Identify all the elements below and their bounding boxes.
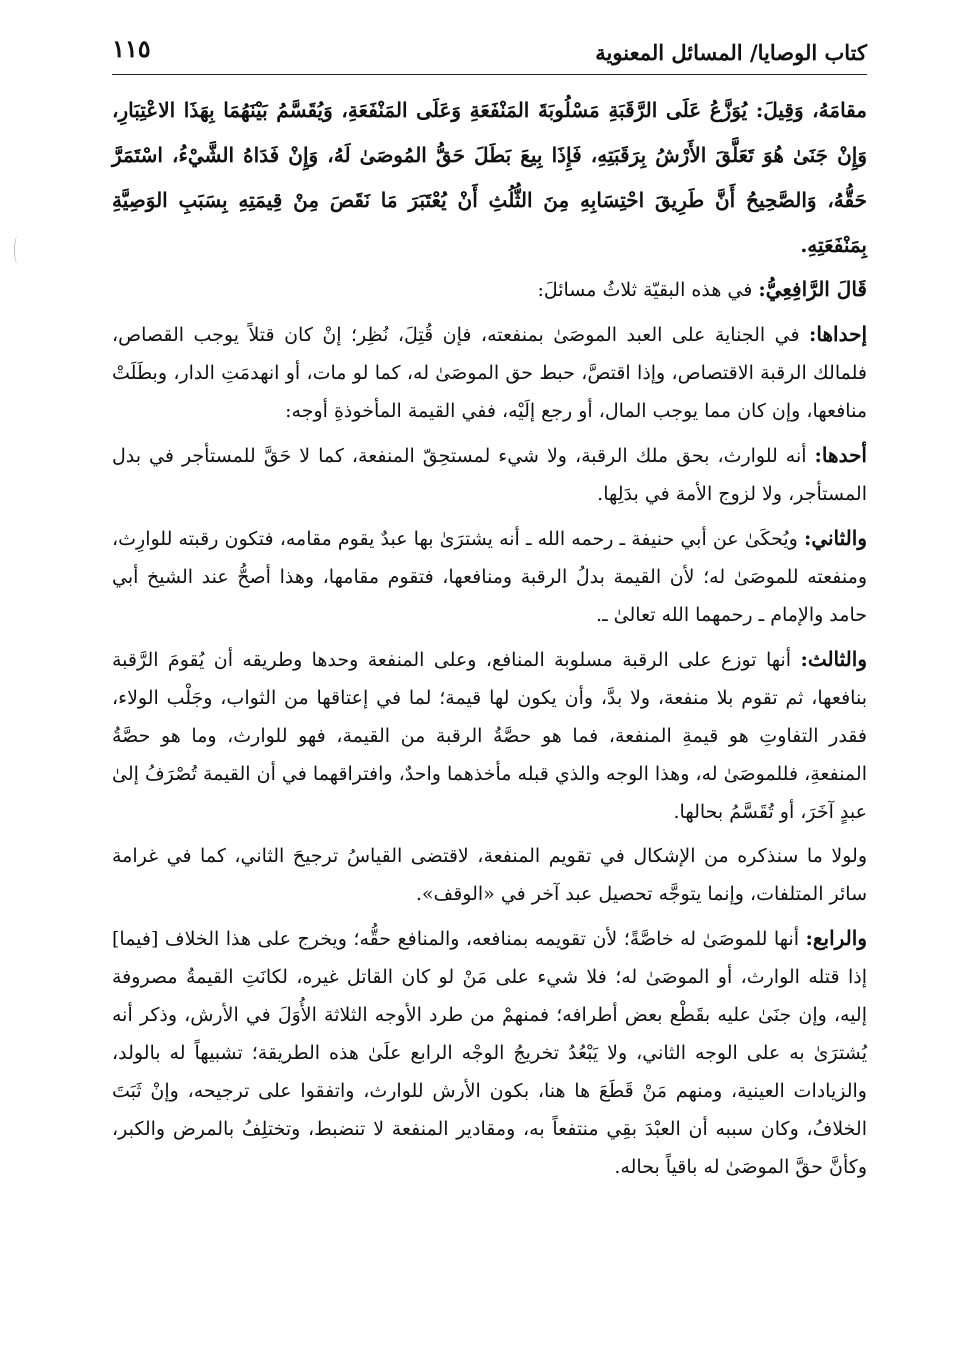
first-view-paragraph xyxy=(112,436,867,513)
fourth-view-paragraph xyxy=(112,919,867,1186)
paragraph-text: ولولا ما سنذكره من الإشكال في تقويم المنفعة، لاقتضى القياسُ ترجيحَ الثاني، كما في غرامة سائر المتلفات، وإنما يتوجَّه تحصيل عبد آخر في «الوقف». xyxy=(112,845,867,905)
running-title: كتاب الوصايا/ المسائل المعنوية xyxy=(595,40,867,65)
second-view-paragraph xyxy=(112,519,867,634)
margin-mark xyxy=(14,236,21,264)
running-header xyxy=(112,30,867,75)
matn-paragraph xyxy=(112,88,867,268)
paragraph-text: في هذه البقيّة ثلاثُ مسائلَ: xyxy=(537,279,759,301)
paragraph-text: ويُحكَىٰ عن أبي حنيفة ـ رحمه الله ـ أنه يشترَىٰ بها عبدٌ يقوم مقامه، فتكون رقبته للوارِث، ومنفعته للموصَىٰ له؛ لأن القيمة بدلُ الرقبة ومنافعها، فتقوم مقامها، وهذا أصحُّ عند الشيخ أبي حامد والإمام ـ رحمهما الله تعالىٰ ـ. xyxy=(112,528,867,626)
first-issue-paragraph xyxy=(112,315,867,430)
paragraph-text: في الجناية على العبد الموصَىٰ بمنفعته، فإن قُتِلَ، نُظِر؛ إنْ كان قتلاً يوجب القصاص، فلمالك الرقبة الاقتصاص، وإذا اقتصَّ، حبط حق الموصَىٰ له، كما لو مات، أو انهدمَتِ الدار، وبطَلَتْ منافعها، وإن كان مما يوجب المال، أو رجع إلَيْه، ففي القيمة المأخوذةِ أوجه: xyxy=(112,324,867,422)
paragraph-lead: والرابع: xyxy=(805,926,867,950)
paragraph-text: أنها للموصَىٰ له خاصَّةً؛ لأن تقويمه بمنافعه، والمنافع حقُّه؛ ويخرج على هذا الخلاف [فيما] إذا قتله الوارث، أو الموصَىٰ له؛ فلا شيء على مَنْ لو كان القاتل غيره، لكانَتِ القيمةُ مصروفة إليه، وإن جنَىٰ عليه بقَطْع بعض أطرافه؛ فمنهمْ من طرد الأوجه الثلاثة الأُوَلَ في الأرش، وذكر أنه يُشترَىٰ به على الوجه الثاني، ولا يَبْعُدُ تخريجُ الوجْه الرابع علَىٰ هذه الطريقة؛ تشبيهاً له بالولد، والزيادات العينية، ومنهم مَنْ قَطَعَ ها هنا، بكون الأرش للوارث، واتفقوا على ترجيحه، وإنْ ثَبَتَ الخلافُ، وكان سببه أن العبْدَ بقِي منتفعاً به، ومقادير المنفعة لا تنضبط، وتختلِفُ بالمرض والكبر، وكأنَّ حقَّ الموصَىٰ له باقياً بحاله. xyxy=(112,928,867,1178)
page-body xyxy=(112,88,867,1186)
paragraph-lead: والثاني: xyxy=(803,526,867,550)
third-view-paragraph xyxy=(112,640,867,831)
paragraph-text: أنها توزع على الرقبة مسلوبة المنافع، وعلى المنفعة وحدها وطريقه أن يُقومَ الرَّقبة بنافعها، ثم تقوم بلا منفعة، ولا بدَّ، وأن يكون لها قيمة؛ لما في إعتاقها من الثواب، وجَلْب الولاء، فقدر التفاوتِ هو قيمةِ المنفعة، فما هو حصَّةُ الرقبة من القيمة، فهو للوارث، وما هو حصَّةُ المنفعةِ، فللموصَىٰ له، وهذا الوجه والذي قبله مأخذهما واحدٌ، وافتراقهما في أن القيمة تُصْرَفُ إلىٰ عبدٍ آخَرَ، أو تُقَسَّمُ بحالها. xyxy=(112,649,867,823)
paragraph-text: أنه للوارث، بحق ملك الرقبة، ولا شيء لمستحِقّ المنفعة، كما لا حَقَّ للمستأجر في بدل المستأجر، ولا لزوج الأمة في بدَلِها. xyxy=(112,445,867,505)
paragraph-lead: أحدها: xyxy=(814,443,867,467)
paragraph-lead: قَالَ الرَّافِعِيُّ: xyxy=(758,277,867,301)
paragraph-lead: والثالث: xyxy=(800,647,867,671)
page-number: ١١٥ xyxy=(112,34,151,63)
paragraph-text: مقامَهُ، وَقِيلَ: يُوَزَّعُ عَلَى الرَّقَبَةِ مَسْلُوبَةَ المَنْفَعَةِ وَعَلَى المَنْفَعَةِ، وَيُقَسَّمُ بَيْنَهُمَا بِهَذَا الاعْتِبَارِ، وَإِنْ جَنَىٰ هُوَ تَعَلَّقَ الأَرْشُ بِرَقَبَتِهِ، فَإِذَا بِيعَ بَطَلَ حَقُّ المُوصَىٰ لَهُ، وَإِنْ فَدَاهُ الشَّيْءُ، اسْتَمَرَّ حَقُّهُ، وَالصَّحِيحُ أَنَّ طَرِيقَ احْتِسَابِهِ مِنَ الثُّلُثِ أَنْ يُعْتَبَرَ مَا نَقَصَ مِنْ قِيمَتِهِ بِسَبَبِ الوَصِيَّةِ بِمَنْفَعَتِهِ. xyxy=(112,98,867,257)
paragraph-lead: إحداها: xyxy=(809,322,867,346)
sharh-intro-paragraph xyxy=(112,270,867,309)
commentary-paragraph xyxy=(112,837,867,913)
